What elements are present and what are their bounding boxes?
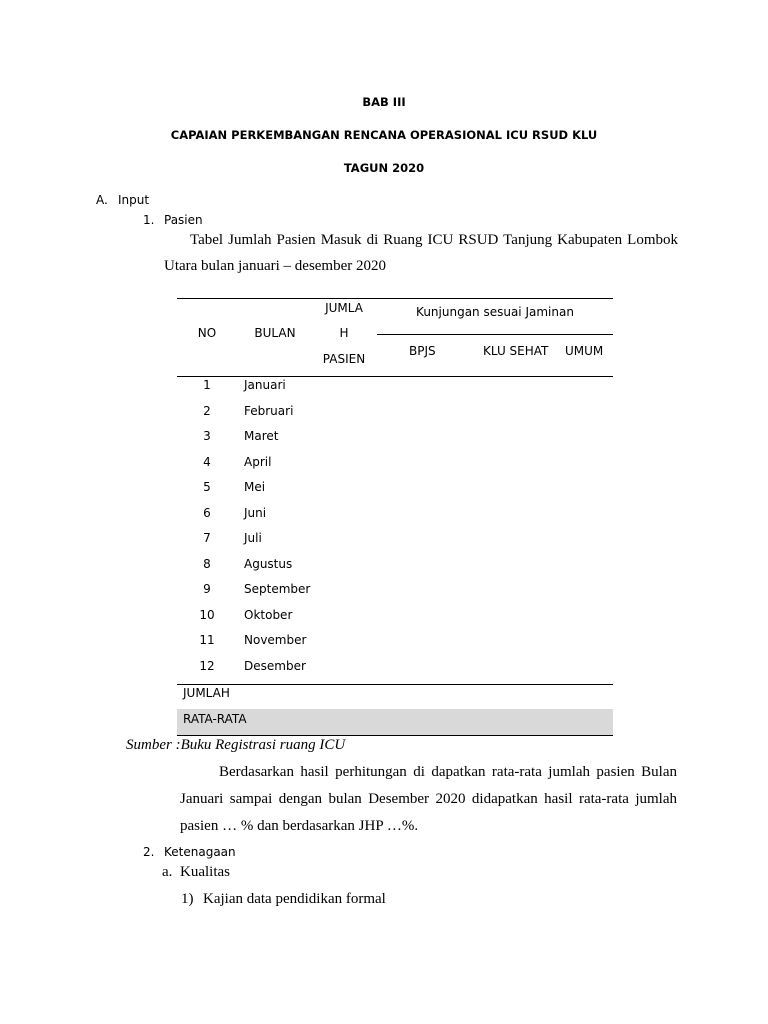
header-klu-sehat: KLU SEHAT (483, 344, 549, 358)
sub-1-marker: 1) (181, 891, 194, 907)
header-bpjs: BPJS (409, 344, 436, 358)
source-prefix: Sumber : (126, 737, 181, 753)
header-jumlah-line2: H (339, 326, 349, 340)
table-row-no: 7 (203, 531, 211, 545)
table-row-bulan: Mei (244, 480, 266, 494)
table-row-bulan: Maret (244, 429, 279, 443)
document-title: CAPAIAN PERKEMBANGAN RENCANA OPERASIONAL ICU RSUD KLU (170, 128, 598, 142)
document-year: TAGUN 2020 (343, 161, 425, 175)
table-average-label: RATA-RATA (183, 712, 247, 726)
paragraph-line1: Berdasarkan hasil perhitungan di dapatkan rata-rata jumlah pasien Bulan (219, 764, 677, 780)
table-row-no: 10 (199, 608, 215, 622)
table-caption-line2: Utara bulan januari – desember 2020 (164, 258, 387, 274)
sub-a-marker: a. (162, 864, 173, 880)
item-1-label: Pasien (164, 213, 203, 227)
paragraph-line3: pasien … % dan berdasarkan JHP …%. (180, 818, 419, 834)
table-row-no: 1 (203, 378, 211, 392)
header-bulan: BULAN (254, 326, 296, 340)
table-row-no: 12 (199, 659, 215, 673)
source-text: Buku Registrasi ruang ICU (180, 737, 346, 753)
table-subheader-border (377, 334, 613, 335)
table-row-no: 9 (203, 582, 211, 596)
header-no: NO (197, 326, 217, 340)
item-2-label: Ketenagaan (164, 845, 236, 859)
table-header-border (177, 376, 613, 377)
paragraph-line2: Januari sampai dengan bulan Desember 2020 didapatkan hasil rata-rata jumlah (180, 791, 677, 807)
table-source (126, 737, 345, 754)
item-2-marker: 2. (143, 845, 155, 859)
table-top-border (177, 298, 613, 299)
header-jumlah-line1: JUMLA (325, 301, 363, 315)
table-row-no: 2 (203, 404, 211, 418)
table-row-no: 4 (203, 455, 211, 469)
item-1-marker: 1. (143, 213, 155, 227)
sub-1-label: Kajian data pendidikan formal (203, 891, 386, 907)
header-jumlah-line3: PASIEN (322, 352, 366, 366)
table-row-bulan: Juli (244, 531, 262, 545)
table-row-no: 5 (203, 480, 211, 494)
header-kunjungan: Kunjungan sesuai Jaminan (416, 305, 574, 319)
table-row-no: 11 (199, 633, 215, 647)
table-bottom-border (177, 735, 613, 736)
table-row-no: 8 (203, 557, 211, 571)
table-total-label: JUMLAH (183, 686, 230, 700)
table-row-no: 6 (203, 506, 211, 520)
table-row-bulan: November (244, 633, 307, 647)
table-row-bulan: Juni (244, 506, 267, 520)
table-caption-line1: Tabel Jumlah Pasien Masuk di Ruang ICU RSUD Tanjung Kabupaten Lombok (190, 232, 678, 248)
table-row-bulan: Agustus (244, 557, 293, 571)
table-row-bulan: Januari (244, 378, 286, 392)
table-row-no: 3 (203, 429, 211, 443)
table-row-bulan: Desember (244, 659, 306, 673)
table-row-bulan: September (244, 582, 311, 596)
table-body-border (177, 684, 613, 685)
section-a-marker: A. (96, 193, 108, 207)
sub-a-label: Kualitas (180, 864, 230, 880)
section-a-label: Input (118, 193, 150, 207)
header-umum: UMUM (565, 344, 604, 358)
table-row-bulan: April (244, 455, 272, 469)
table-row-bulan: Oktober (244, 608, 293, 622)
table-row-bulan: Februari (244, 404, 294, 418)
chapter-heading: BAB III (362, 95, 406, 109)
